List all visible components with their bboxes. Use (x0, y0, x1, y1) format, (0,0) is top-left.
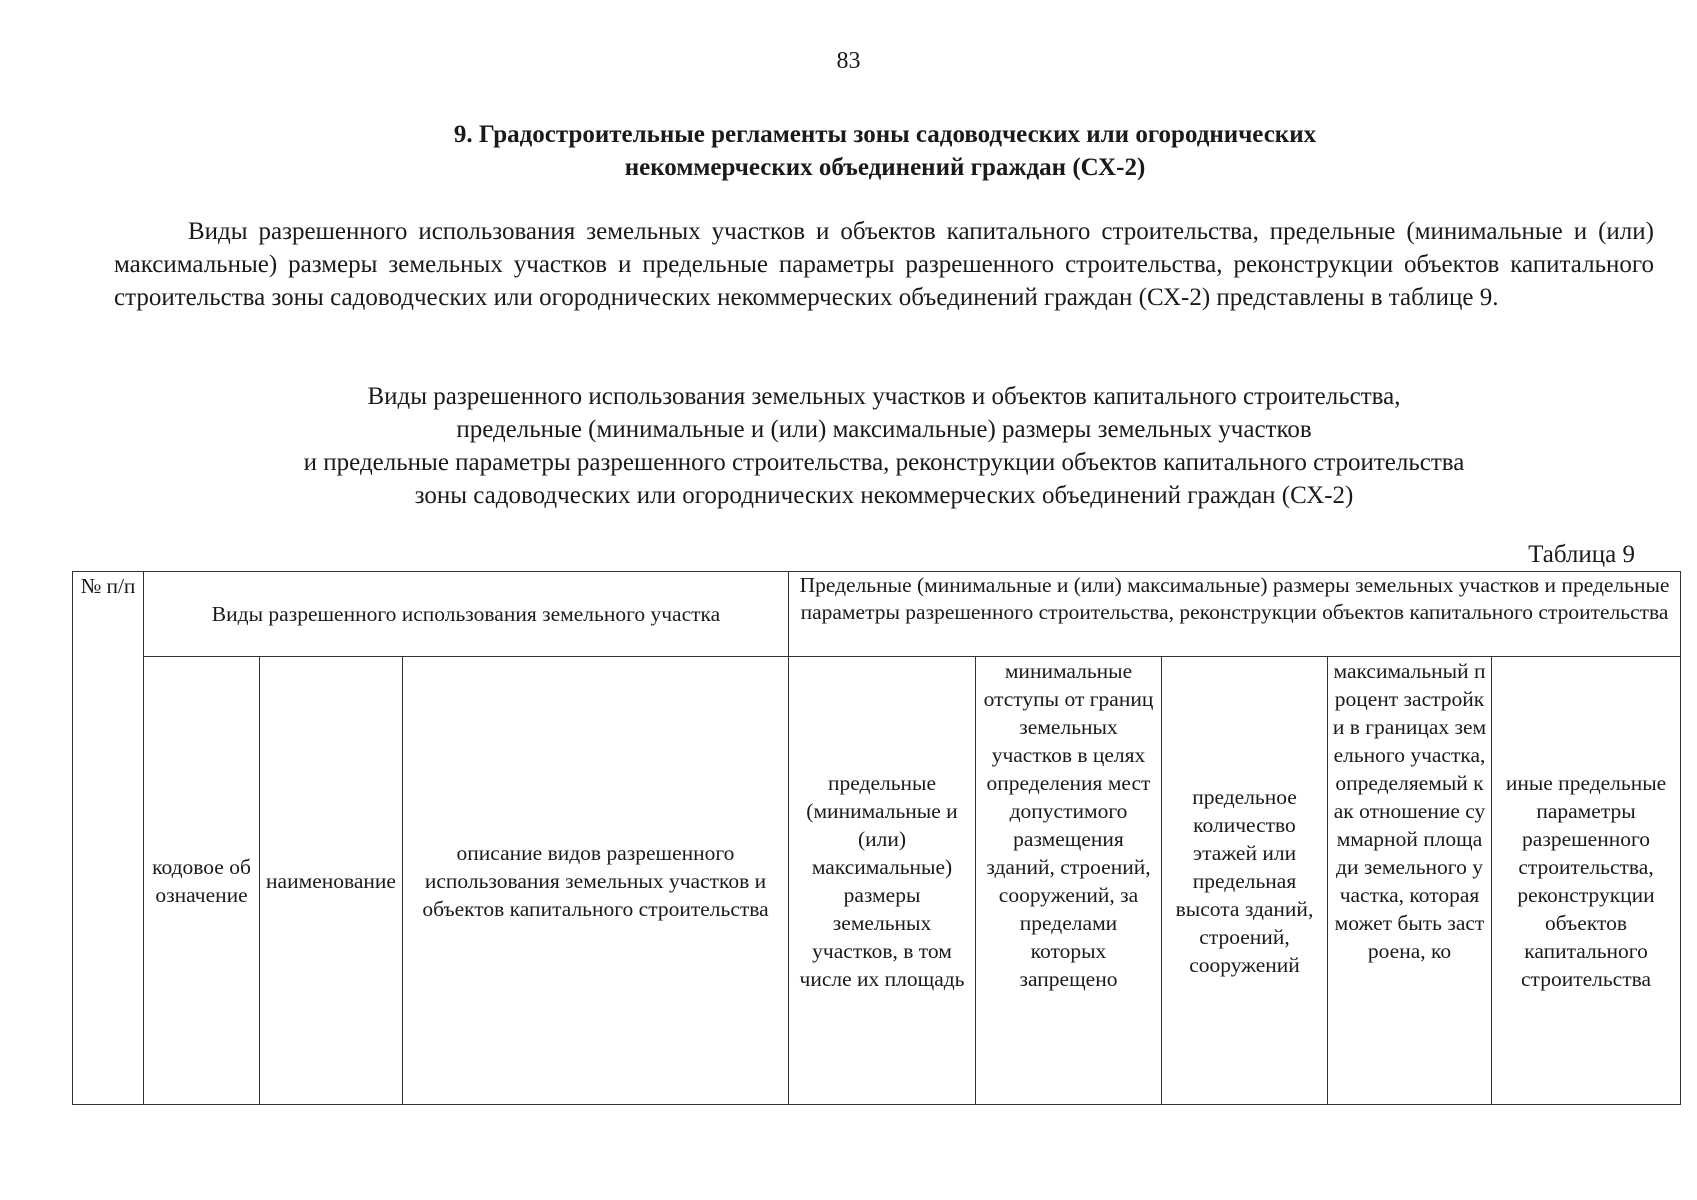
table-caption-line-4: зоны садоводческих или огороднических некоммерческих объединений граждан (СХ-2) (414, 482, 1354, 509)
table-caption (114, 380, 1654, 512)
header-name: наименование (260, 657, 403, 1105)
page-number: 83 (836, 48, 861, 74)
header-coverage-cell (1328, 657, 1492, 1105)
table-caption-line-2: предельные (минимальные и (или) максимальные) размеры земельных участков (456, 416, 1312, 443)
table-header-row-1 (73, 572, 1681, 657)
header-size: предельные (минимальные и (или) максимальные) размеры земельных участков, в том числе их площадь (789, 657, 976, 1105)
regulations-table (72, 571, 1681, 1105)
section-heading-line-1: 9. Градостроительные регламенты зоны садоводческих или огороднических (453, 121, 1317, 148)
header-group-use: Виды разрешенного использования земельного участка (144, 572, 789, 657)
table-caption-line-3: и предельные параметры разрешенного строительства, реконструкции объектов капитального строительства (303, 449, 1465, 476)
header-setbacks-cell (976, 657, 1162, 1105)
table-label: Таблица 9 (1528, 541, 1635, 568)
header-code: кодовое обозначение (144, 657, 260, 1105)
table-caption-line-1: Виды разрешенного использования земельных участков и объектов капитального строительства, (367, 383, 1401, 410)
header-floors: предельное количество этажей или предельная высота зданий, строений, сооружений (1162, 657, 1328, 1105)
header-setbacks: минимальные отступы от границ земельных участков в целях определения мест допустимого размещения зданий, строений, сооружений, за пределами которых запрещено (983, 659, 1154, 991)
section-heading-line-2: некоммерческих объединений граждан (СХ-2) (624, 154, 1146, 181)
header-other: иные предельные параметры разрешенного строительства, реконструкции объектов капитального строительства (1492, 657, 1681, 1105)
table-header-row-2 (73, 657, 1681, 1105)
header-group-limits: Предельные (минимальные и (или) максимальные) размеры земельных участков и предельные параметры разрешенного строительства, реконструкции объектов капитального строительства (789, 572, 1681, 657)
section-heading (200, 118, 1570, 184)
header-description: описание видов разрешенного использования земельных участков и объектов капитального строительства (403, 657, 789, 1105)
intro-paragraph: Виды разрешенного использования земельных участков и объектов капитального строительства, предельные (минимальные и (или) максимальные) размеры земельных участков и предельные параметры разрешенного строительства, реконструкции объектов капитального строительства зоны садоводческих или огороднических некоммерческих объединений граждан (СХ-2) представлены в таблице 9. (114, 218, 1654, 311)
header-number: № п/п (73, 572, 144, 1105)
header-coverage: максимальный процент застройки в границах земельного участка, определяемый как отношение суммарной площади земельного участка, которая может быть застроена, ко (1332, 659, 1487, 963)
